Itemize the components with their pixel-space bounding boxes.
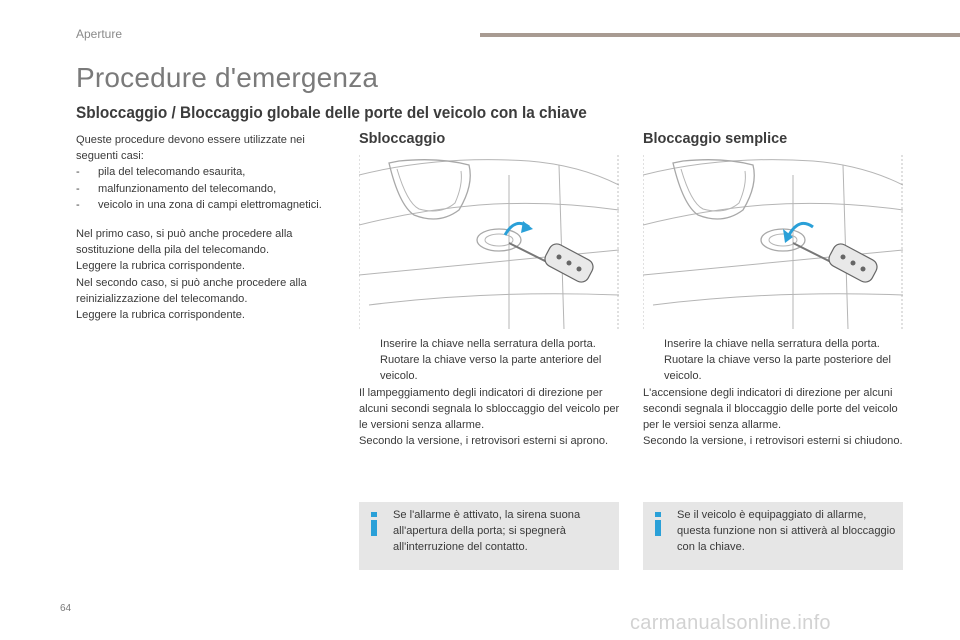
info-icon xyxy=(367,512,381,536)
step-text: Ruotare la chiave verso la parte anteriore del veicolo. xyxy=(380,354,602,383)
unlock-note: Secondo la versione, i retrovisori esterni si aprono. xyxy=(359,435,609,448)
lock-heading: Bloccaggio semplice xyxy=(643,131,788,147)
page-subtitle: Sbloccaggio / Bloccaggio globale delle porte del veicolo con la chiave xyxy=(76,104,587,122)
step-text: Ruotare la chiave verso la parte posteriore del veicolo. xyxy=(664,354,891,383)
page-title: Procedure d'emergenza xyxy=(76,62,379,93)
intro-para-line: Nel secondo caso, si può anche procedere alla reinizializzazione del telecomando. xyxy=(76,276,307,305)
intro-lead: Queste procedure devono essere utilizzate nei seguenti casi: xyxy=(76,134,305,163)
unlock-info-box xyxy=(359,502,619,570)
case-item xyxy=(76,181,338,197)
case-text: pila del telecomando esaurita, xyxy=(98,166,246,179)
step-item xyxy=(359,336,621,352)
door-key-illustration-lock xyxy=(643,155,903,329)
key-fob xyxy=(793,241,880,285)
cases-list xyxy=(76,164,338,213)
lock-steps xyxy=(643,336,905,385)
case-item xyxy=(76,164,338,180)
intro-para-line: Nel primo caso, si può anche procedere alla sostituzione della pila del telecomando. xyxy=(76,228,293,257)
unlock-heading: Sbloccaggio xyxy=(359,131,446,147)
case-text: veicolo in una zona di campi elettromagnetici. xyxy=(98,198,322,211)
lock-info-box xyxy=(643,502,903,570)
intro-para-line: Leggere la rubrica corrispondente. xyxy=(76,260,245,273)
step-text: Inserire la chiave nella serratura della porta. xyxy=(664,338,880,350)
dash-marker: - xyxy=(76,182,80,195)
intro-para-line: Leggere la rubrica corrispondente. xyxy=(76,309,245,322)
unlock-note: Il lampeggiamento degli indicatori di direzione per alcuni secondi segnala lo sbloccaggio del veicolo per le versioni senza allarme. xyxy=(359,386,620,432)
unlock-steps xyxy=(359,336,621,385)
key-fob xyxy=(509,241,596,285)
page-number: 64 xyxy=(60,603,72,614)
lock-note: Secondo la versione, i retrovisori esterni si chiudono. xyxy=(643,435,903,448)
step-item xyxy=(643,352,905,384)
dash-marker: - xyxy=(76,198,80,211)
step-item xyxy=(643,336,905,352)
step-text: Inserire la chiave nella serratura della porta. xyxy=(380,338,596,350)
door-key-illustration-unlock xyxy=(359,155,619,329)
case-text: malfunzionamento del telecomando, xyxy=(98,182,277,195)
lock-info-text: Se il veicolo è equipaggiato di allarme, questa funzione non si attiverà al bloccaggio con la chiave. xyxy=(677,509,896,554)
dash-marker: - xyxy=(76,166,80,179)
header-bar xyxy=(480,33,960,37)
step-item xyxy=(359,352,621,384)
unlock-info-text: Se l'allarme è attivato, la sirena suona all'apertura della porta; si spegnerà all'interruzione del contatto. xyxy=(393,509,581,554)
lock-column xyxy=(643,336,905,449)
unlock-column xyxy=(359,336,621,449)
section-label: Aperture xyxy=(76,27,123,41)
case-item xyxy=(76,197,338,213)
intro-column xyxy=(76,132,338,323)
watermark: carmanualsonline.info xyxy=(630,612,831,634)
lock-note: L'accensione degli indicatori di direzione per alcuni secondi segnala il bloccaggio delle porte del veicolo per le versioi senza allarme. xyxy=(643,386,898,432)
info-icon xyxy=(651,512,665,536)
